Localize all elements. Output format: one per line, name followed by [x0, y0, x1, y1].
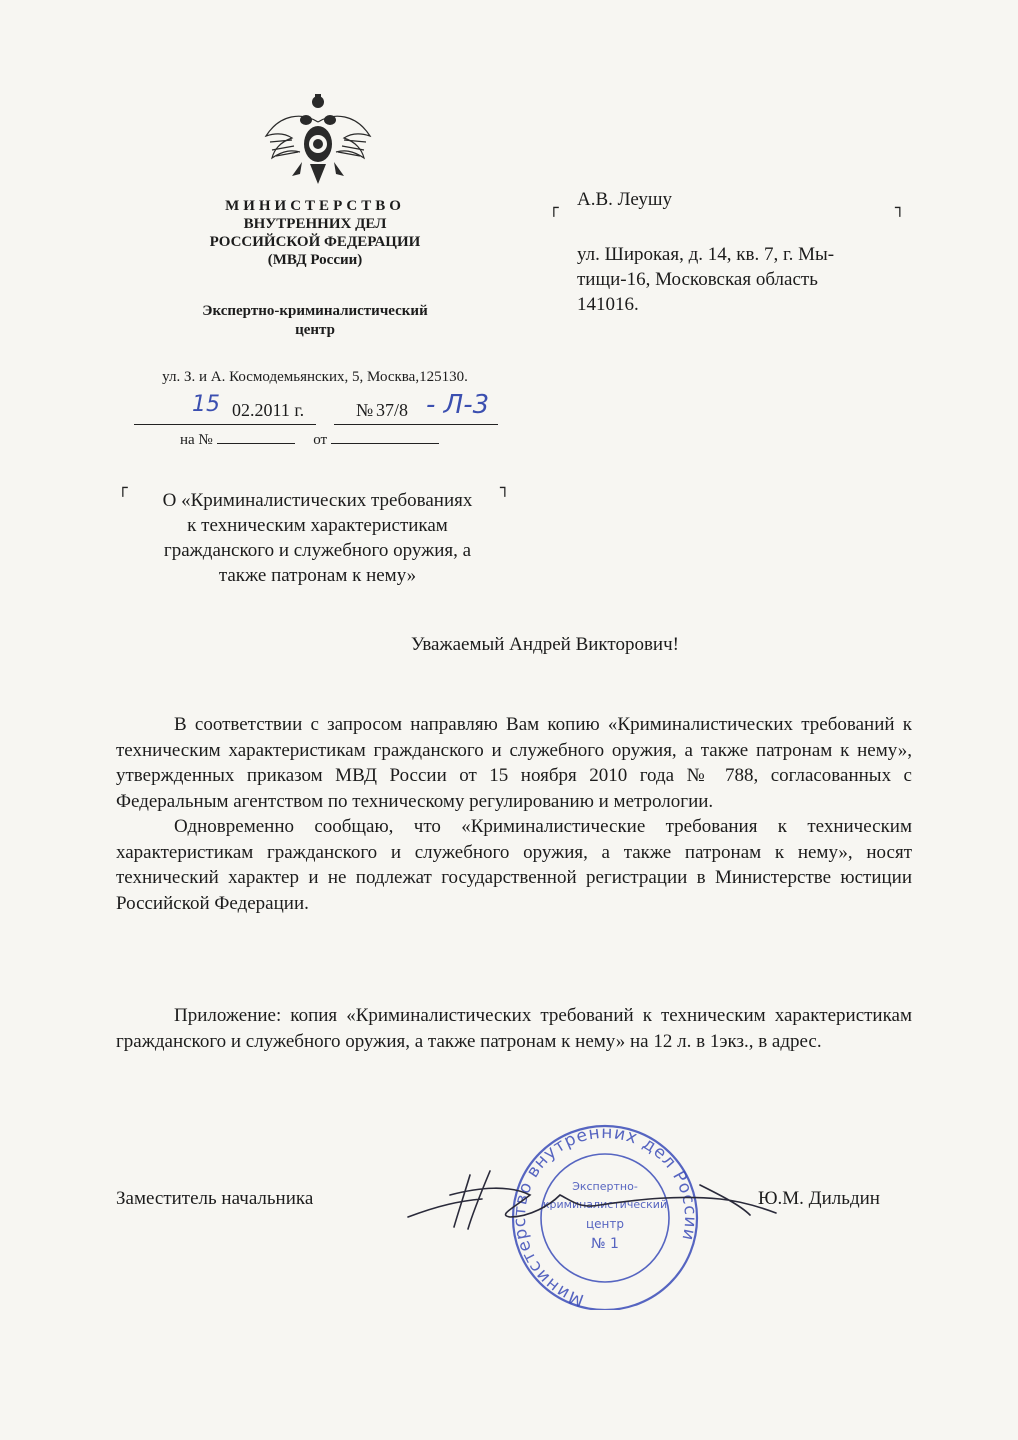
handwritten-number-suffix: - Л-3 [426, 390, 490, 420]
ministry-abbreviation: (МВД России) [267, 252, 363, 268]
signatory-title: Заместитель начальника [116, 1188, 314, 1209]
department-name-line1: Экспертно-криминалистический [202, 303, 428, 319]
ministry-header [140, 197, 490, 269]
greeting: Уважаемый Андрей Викторович! [411, 634, 679, 655]
subject-line1: О «Криминалистических требованиях [162, 490, 473, 511]
stamp-center-line2: криминалистический [542, 1198, 668, 1211]
recipient-name: А.В. Леушу [577, 189, 672, 210]
letter-body [116, 712, 912, 916]
ministry-emblem-icon [262, 92, 374, 190]
reference-number-label: на № [180, 432, 213, 448]
recipient-address-line2: тищи-16, Московская область [577, 269, 818, 290]
recipient-corner-left: ┌ [549, 198, 559, 217]
attachment-text: Приложение: копия «Криминалистических требований к техническим характеристикам гражданского и служебного оружия, а также патронам к нему» на 12 л. в 1экз., в адрес. [116, 1005, 912, 1052]
stamp-ring-text: Министерство внутренних дел России [509, 1122, 701, 1310]
handwritten-signature [400, 1165, 780, 1235]
recipient-address-line1: ул. Широкая, д. 14, кв. 7, г. Мы- [577, 244, 835, 265]
department-name [140, 302, 490, 340]
ministry-name-line1: МИНИСТЕРСТВО [225, 198, 405, 214]
reference-date-label: от [313, 432, 328, 448]
signatory-name: Ю.М. Дильдин [758, 1188, 880, 1209]
ministry-name-line2: ВНУТРЕННИХ ДЕЛ [243, 216, 387, 232]
subject-line3: гражданского и служебного оружия, а [163, 540, 472, 561]
subject-line2: к техническим характеристикам [187, 515, 448, 536]
outgoing-number: 37/8 [376, 400, 409, 420]
outgoing-date: 02.2011 г. [232, 400, 305, 420]
subject-line4: также патронам к нему» [218, 565, 417, 586]
outgoing-date-number [134, 390, 504, 428]
handwritten-day: 15 [192, 392, 220, 417]
stamp-center-line4: № 1 [591, 1236, 619, 1252]
recipient-address [577, 242, 834, 317]
recipient-address-line3: 141016. [577, 294, 639, 315]
recipient-corner-right: ┐ [895, 198, 905, 217]
body-paragraph-1: В соответствии с запросом направляю Вам копию «Криминалистических требований к техническим характеристикам гражданского и служебного оружия, а также патронам к нему», утвержденных приказом МВД России от 15 ноября 2010 года № 788, согласованных с Федеральным агентством по техническому регулированию и метрологии. [116, 714, 912, 812]
subject-corner-left: ┌ [118, 478, 128, 497]
sender-address: ул. З. и А. Космодемьянских, 5, Москва,125130. [162, 369, 468, 385]
attachment-note [116, 1003, 912, 1054]
department-name-line2: центр [295, 322, 335, 338]
stamp-center-line1: Экспертно- [572, 1180, 638, 1193]
subject-corner-right: ┐ [500, 478, 510, 497]
letter-subject [130, 488, 505, 588]
stamp-center-line3: центр [585, 1217, 625, 1231]
reference-line [180, 432, 480, 449]
outgoing-number-label: № [356, 400, 374, 420]
body-paragraph-2: Одновременно сообщаю, что «Криминалистические требования к техническим характеристикам гражданского и служебного оружия, а также патронам к нему», носят технический характер и не подлежат государственной регистрации в Министерстве юстиции Российской Федерации. [116, 816, 912, 914]
ministry-name-line3: РОССИЙСКОЙ ФЕДЕРАЦИИ [209, 234, 421, 250]
